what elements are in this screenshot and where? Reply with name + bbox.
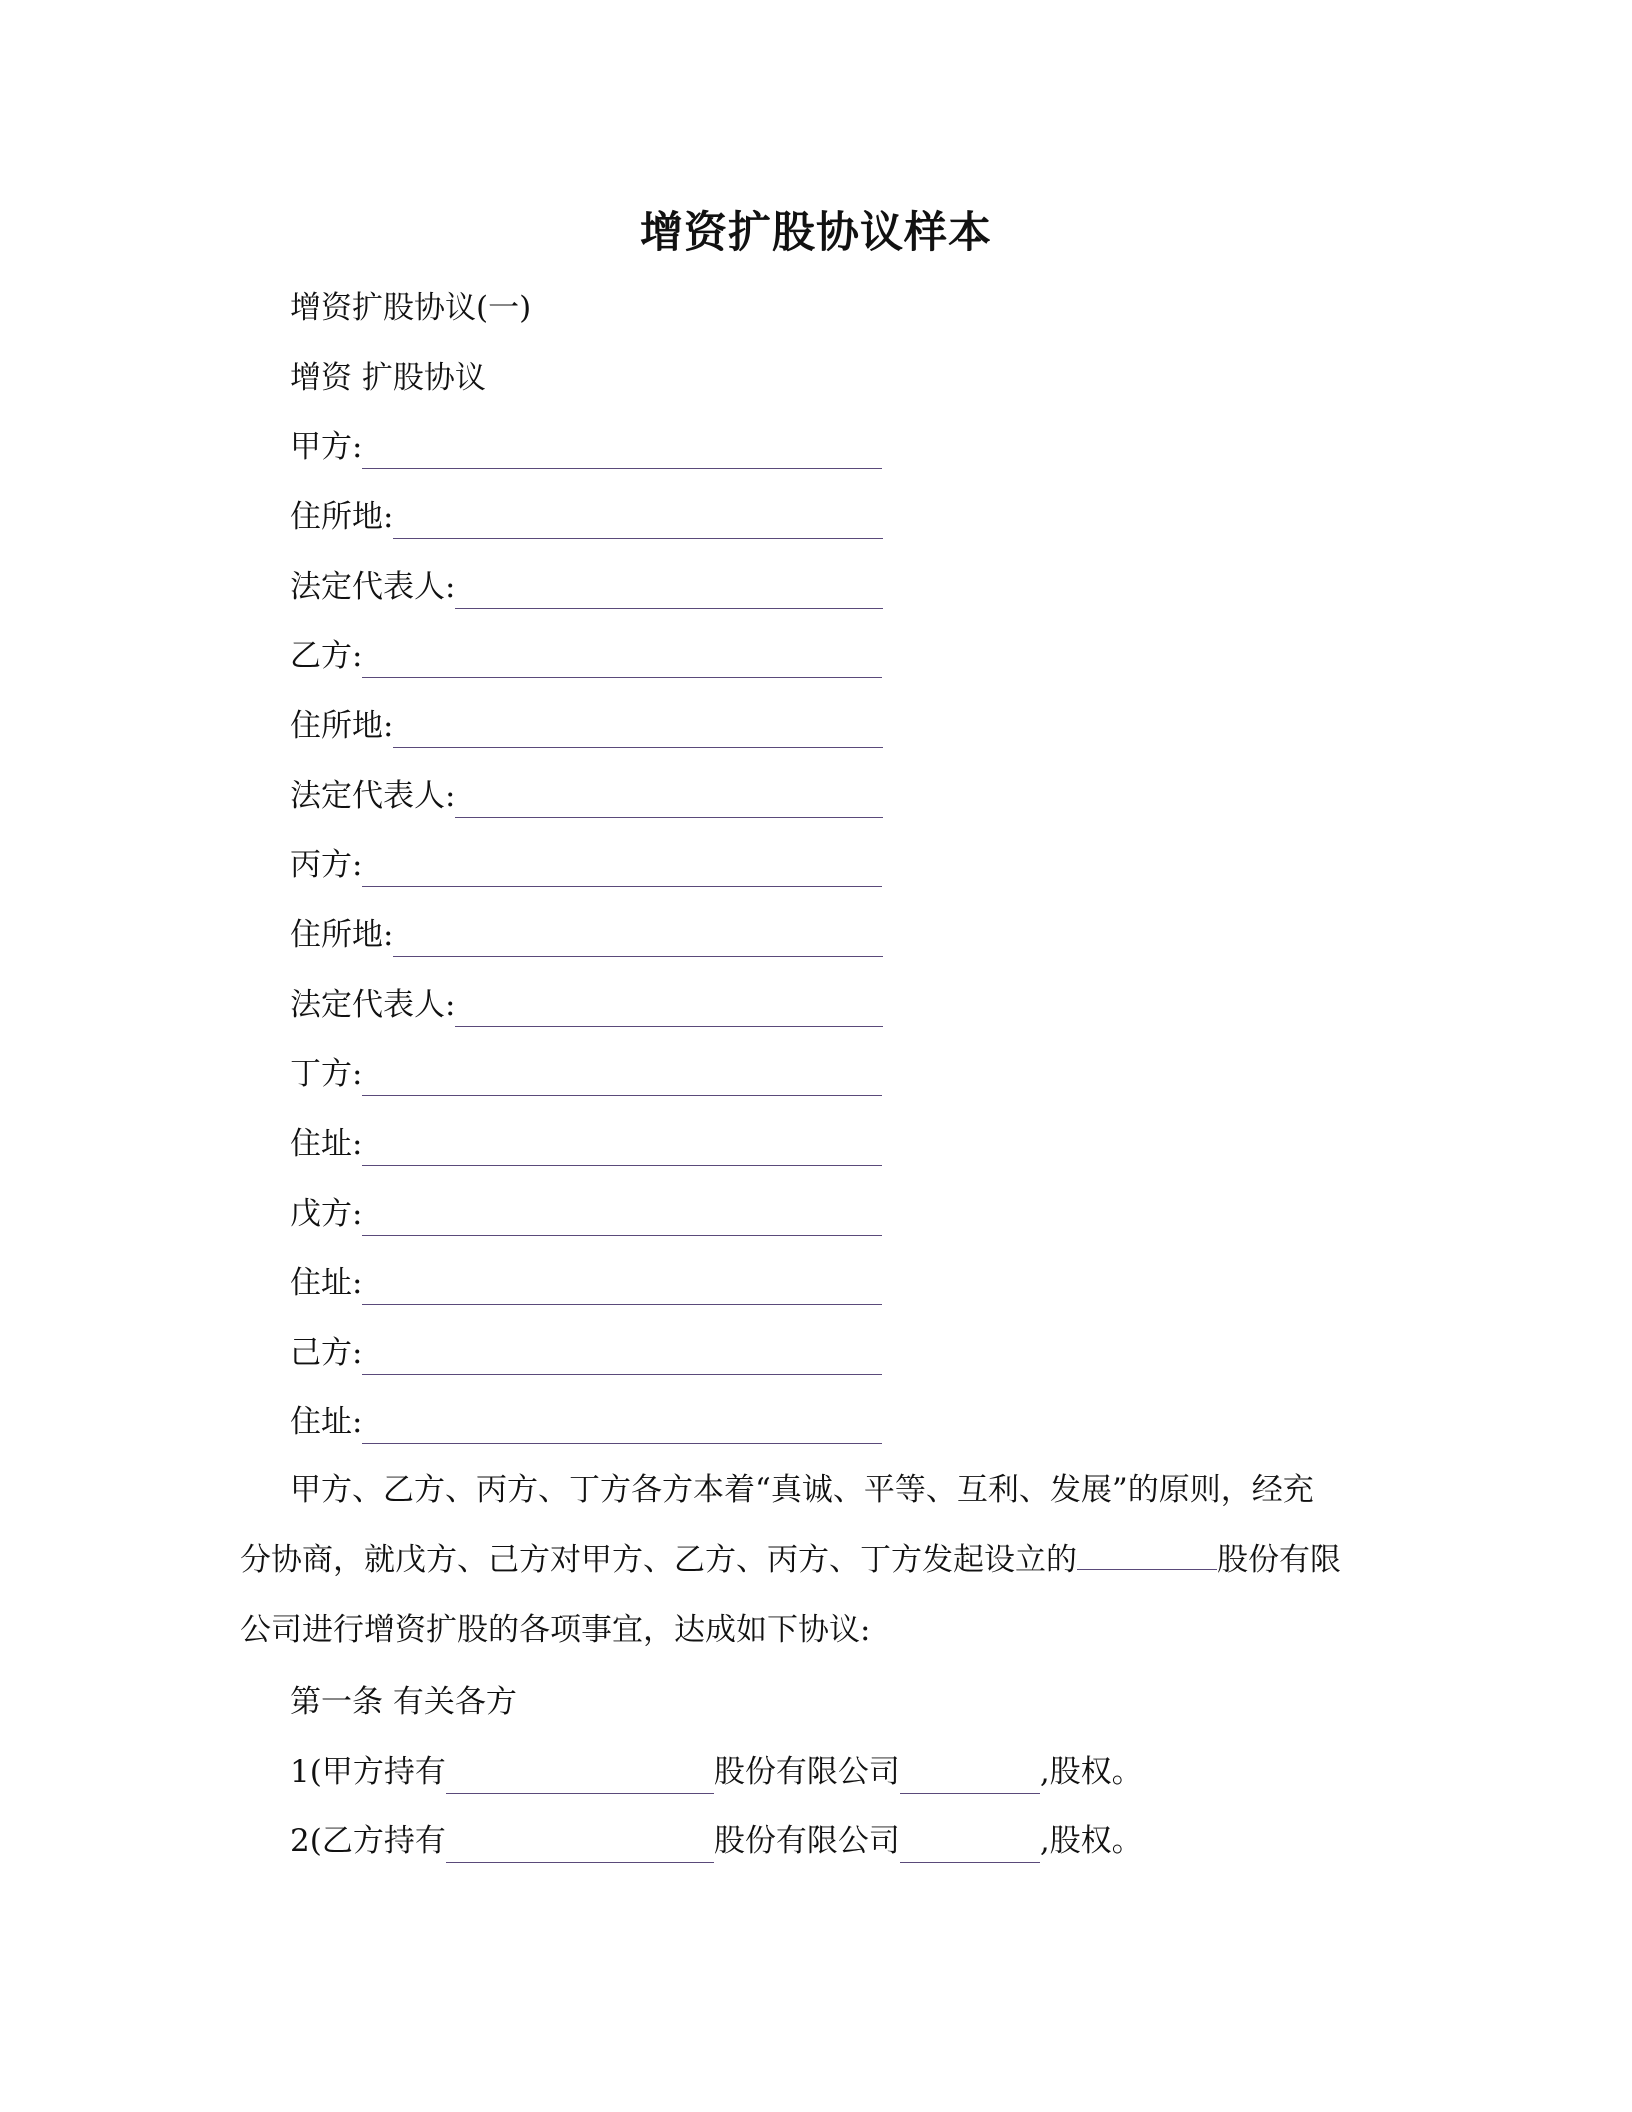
fill-blank xyxy=(362,850,882,887)
field-label: 法定代表人: xyxy=(290,987,456,1023)
subtitle-1: 增资扩股协议(一) xyxy=(290,290,532,326)
fill-blank xyxy=(362,1338,882,1375)
field-party-e-address xyxy=(290,1261,882,1305)
item-2-suffix: ,股权。 xyxy=(1039,1823,1143,1859)
field-label: 法定代表人: xyxy=(290,778,456,814)
field-label: 丁方: xyxy=(290,1056,363,1092)
field-party-f xyxy=(290,1331,882,1375)
field-label: 住所地: xyxy=(290,499,394,535)
item-2-company: 股份有限公司 xyxy=(713,1823,900,1859)
fill-blank xyxy=(362,1199,882,1236)
fill-blank xyxy=(393,711,883,748)
fill-blank xyxy=(455,990,883,1027)
company-name-blank xyxy=(1077,1539,1217,1570)
fill-blank xyxy=(455,572,883,609)
share-ratio-blank xyxy=(900,1757,1040,1794)
field-label: 法定代表人: xyxy=(290,569,456,605)
item-2-text: 2(乙方持有 xyxy=(290,1823,446,1859)
field-party-a-legal-rep xyxy=(290,565,883,609)
field-party-d xyxy=(290,1052,882,1096)
field-label: 住所地: xyxy=(290,917,394,953)
subtitle-2: 增资 扩股协议 xyxy=(290,360,486,396)
field-label: 己方: xyxy=(290,1335,363,1371)
fill-blank xyxy=(362,1268,882,1305)
fill-blank xyxy=(455,781,883,818)
intro-line-2 xyxy=(240,1525,1375,1595)
article-1-item-1 xyxy=(290,1750,1143,1794)
field-label: 丙方: xyxy=(290,847,363,883)
field-label: 住所地: xyxy=(290,708,394,744)
holder-company-blank xyxy=(446,1826,714,1863)
fill-blank xyxy=(362,1407,882,1444)
field-party-c xyxy=(290,843,882,887)
field-party-b-legal-rep xyxy=(290,774,883,818)
field-label: 甲方: xyxy=(290,429,363,465)
field-party-d-address xyxy=(290,1122,882,1166)
field-label: 住址: xyxy=(290,1265,363,1301)
field-label: 戊方: xyxy=(290,1196,363,1232)
fill-blank xyxy=(393,920,883,957)
fill-blank xyxy=(362,1059,882,1096)
page-title: 增资扩股协议样本 xyxy=(640,208,992,258)
field-party-b-address xyxy=(290,704,883,748)
intro-line-2-suffix: 股份有限 xyxy=(1217,1542,1341,1578)
item-1-text: 1(甲方持有 xyxy=(290,1754,446,1790)
field-party-b xyxy=(290,634,882,678)
article-1-heading: 第一条 有关各方 xyxy=(290,1684,517,1720)
intro-line-3: 公司进行增资扩股的各项事宜，达成如下协议: xyxy=(240,1612,871,1648)
field-party-a xyxy=(290,425,882,469)
share-ratio-blank xyxy=(900,1826,1040,1863)
holder-company-blank xyxy=(446,1757,714,1794)
field-label: 乙方: xyxy=(290,638,363,674)
field-label: 住址: xyxy=(290,1404,363,1440)
fill-blank xyxy=(362,641,882,678)
item-1-company: 股份有限公司 xyxy=(713,1754,900,1790)
field-party-c-legal-rep xyxy=(290,983,883,1027)
intro-line-1: 甲方、乙方、丙方、丁方各方本着“真诚、平等、互利、发展”的原则，经充 xyxy=(290,1472,1314,1508)
fill-blank xyxy=(362,432,882,469)
item-1-suffix: ,股权。 xyxy=(1039,1754,1143,1790)
intro-line-2-text: 分协商，就戊方、己方对甲方、乙方、丙方、丁方发起设立的 xyxy=(240,1542,1077,1578)
field-party-a-address xyxy=(290,495,883,539)
field-party-c-address xyxy=(290,913,883,957)
field-party-e xyxy=(290,1192,882,1236)
fill-blank xyxy=(362,1129,882,1166)
field-party-f-address xyxy=(290,1400,882,1444)
field-label: 住址: xyxy=(290,1126,363,1162)
article-1-item-2 xyxy=(290,1819,1143,1863)
fill-blank xyxy=(393,502,883,539)
intro-paragraph xyxy=(240,1455,1375,1665)
